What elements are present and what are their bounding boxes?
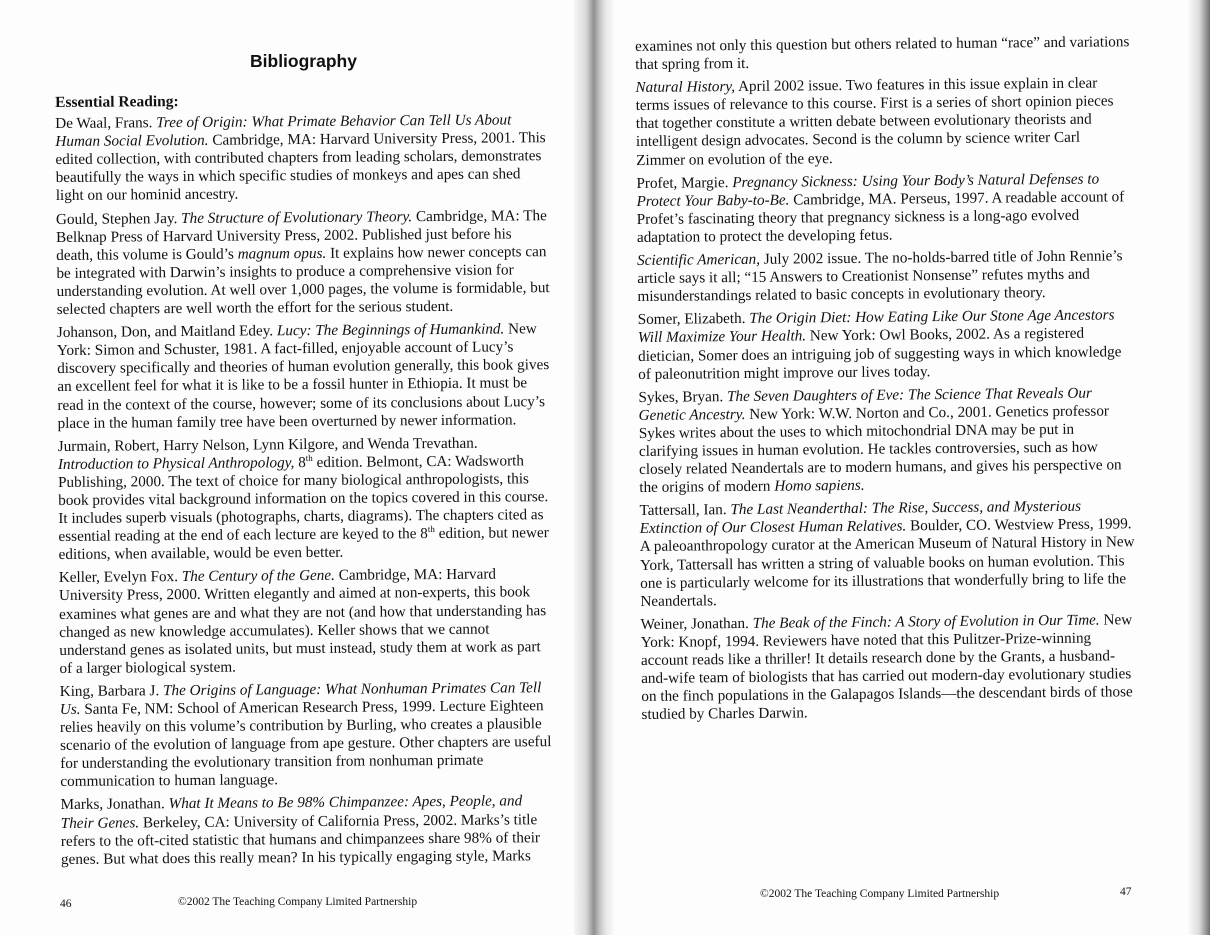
entry-description: edition. Belmont, CA: Wadsworth Publishing, 2000. The text of choice for many biological anthropologists, this book provides vital background information on the topics covered in this course. It includes superb visuals (photographs, charts, diagrams). The chapters cited as essential reading at the end of each lecture are keyed to the bbox=[57, 452, 549, 546]
entry-author: Profet, Margie. bbox=[636, 173, 729, 192]
entry-description: Cambridge, MA: The Belknap Press of Harvard University Press, 2002. Published just before his death, this volume is Gould’s bbox=[56, 206, 547, 264]
entry-description: New York: Owl Books, 2002. As a registered dietician, Somer does an intriguing job of suggesting ways in which knowledge of paleonutrition might improve our lives today. bbox=[637, 325, 1122, 383]
entry-author: Tattersall, Ian. bbox=[639, 501, 727, 520]
page-title: Bibliography bbox=[250, 51, 357, 71]
entry-title: Introduction to Physical Anthropology, bbox=[57, 453, 295, 473]
entry-description: New York: W.W. Norton and Co., 2001. Genetics professor Sykes writes about the uses to which mitochondrial DNA may be put in clarifying issues in human evolution. He tackles controversies, such as how closely related Neandertals are to modern humans, and gives his perspective on the origins of modern bbox=[638, 402, 1122, 497]
entry-title: The Origin Diet: How Eating Like Our Stone Age Ancestors Will Maximize Your Health. bbox=[637, 306, 1115, 347]
entry-title: Scientific American, bbox=[637, 250, 761, 270]
bibliography-entry-somer bbox=[638, 307, 1135, 384]
entry-title: Natural History, bbox=[635, 78, 736, 97]
bibliography-entry-jurmain bbox=[58, 434, 555, 565]
entry-title: The Origins of Language: What Nonhuman Primates Can Tell Us. bbox=[59, 679, 542, 718]
edition-number: 8 bbox=[420, 525, 428, 543]
page-edge-shadow bbox=[1188, 0, 1210, 935]
bibliography-entry-keller bbox=[59, 565, 556, 677]
edition-superscript: th bbox=[305, 452, 313, 463]
entry-description: April 2002 issue. Two features in this issue explain in clear terms issues of relevance to this course. First is a series of short opinion pieces that together constitute a written debate between evolutionary theorists and intelligent design advocates. Second is the column by science writer Carl Zimmer on evolution of the eye. bbox=[635, 74, 1114, 169]
right-column bbox=[635, 33, 1138, 729]
entry-title: The Seven Daughters of Eve: The Science That Reveals Our Genetic Ancestry. bbox=[638, 384, 1092, 424]
entry-italic-phrase: magnum opus. bbox=[237, 244, 327, 263]
entry-title: The Beak of the Finch: A Story of Evolution in Our Time. bbox=[752, 611, 1100, 632]
entry-description: July 2002 issue. The no-holds-barred title of John Rennie’s article says it all; “15 Answers to Creationist Nonsense” refutes myths and misunderstandings related to basic concepts in evolutionary theory. bbox=[637, 247, 1123, 306]
entry-description: Boulder, CO. Westview Press, 1999. A paleoanthropology curator at the American Museum of Natural History in New York, Tattersall has written a string of valuable books on human evolution. This one is particularly welcome for its illustrations that wonderfully bring to life the Neandertals. bbox=[639, 515, 1135, 610]
entry-author: Jurmain, Robert, Harry Nelson, Lynn Kilgore, and Wenda Trevathan. bbox=[57, 434, 478, 455]
entry-author: Sykes, Bryan. bbox=[638, 387, 724, 406]
copyright-footer-left: ©2002 The Teaching Company Limited Partnership bbox=[178, 896, 418, 908]
entry-author: Marks, Jonathan. bbox=[60, 795, 165, 814]
entry-title: What It Means to Be 98% Chimpanzee: Apes, People, and Their Genes. bbox=[60, 792, 523, 832]
entry-continuation: examines not only this question but others related to human “race” and variations that spring from it. bbox=[635, 33, 1130, 74]
bibliography-entry-gould bbox=[56, 207, 553, 319]
entry-author: King, Barbara J. bbox=[59, 682, 160, 700]
bibliography-entry-natural-history bbox=[635, 74, 1132, 169]
entry-italic-phrase: Homo sapiens. bbox=[774, 476, 865, 495]
entry-author: Gould, Stephen Jay. bbox=[55, 209, 178, 228]
bibliography-entry-de-waal bbox=[55, 111, 552, 205]
bibliography-entry-profet bbox=[636, 170, 1133, 247]
bibliography-entry-king bbox=[60, 679, 557, 791]
page-number-left: 46 bbox=[60, 898, 72, 910]
book-gutter-shadow bbox=[574, 0, 614, 935]
entry-author: Weiner, Jonathan. bbox=[640, 614, 749, 633]
entry-author: Johanson, Don, and Maitland Edey. bbox=[56, 322, 274, 342]
bibliography-entry-marks bbox=[61, 793, 558, 869]
entry-title: The Structure of Evolutionary Theory. bbox=[181, 207, 413, 227]
bibliography-entry-tattersall bbox=[639, 497, 1136, 610]
entry-title: Lucy: The Beginnings of Humankind. bbox=[276, 320, 505, 340]
section-heading: Essential Reading: bbox=[55, 93, 179, 111]
page-number-right: 47 bbox=[1120, 886, 1132, 898]
copyright-footer-right: ©2002 The Teaching Company Limited Partnership bbox=[760, 888, 1000, 900]
entry-description-continued: It explains how newer concepts can be integrated with Darwin’s insights to produce a comprehensive vision for understanding evolution. At well over 1,000 pages, the volume is formidable, but selected chapters are well worth the effort for the serious student. bbox=[56, 242, 550, 319]
bibliography-entry-weiner bbox=[641, 611, 1138, 724]
bibliography-entry-johanson bbox=[57, 320, 554, 432]
entry-title: Pregnancy Sickness: Using Your Body’s Natural Defenses to Protect Your Baby-to-Be. bbox=[636, 170, 1100, 210]
edition-superscript: th bbox=[427, 524, 435, 535]
entry-author: Keller, Evelyn Fox. bbox=[58, 568, 179, 587]
entry-title: Tree of Origin: What Primate Behavior Can Tell Us About Human Social Evolution. bbox=[55, 111, 512, 151]
entry-author: Somer, Elizabeth. bbox=[637, 310, 746, 329]
entry-description: New York: Knopf, 1994. Reviewers have noted that this Pulitzer-Prize-winning account reads like a thriller! It details research done by the Grants, a husband-and-wife team of biologists that has carried out modern-day evolutionary studies on the finch populations in the Galapagos Islands—the descendant birds of those studied by Charles Darwin. bbox=[640, 611, 1133, 724]
left-column bbox=[55, 90, 557, 874]
entry-title: The Last Neanderthal: The Rise, Success, and Mysterious Extinction of Our Closest Human Relatives. bbox=[639, 497, 1082, 538]
entry-description: Santa Fe, NM: School of American Research Press, 1999. Lecture Eighteen relies heavily on this volume’s contribution by Burling, who creates a plausible scenario of the evolution of language from ape gesture. Other chapters are useful for understanding the evolutionary transition from nonhuman primate communication to human language. bbox=[59, 697, 552, 791]
bibliography-entry-sykes bbox=[638, 384, 1135, 497]
edition-number: 8 bbox=[298, 453, 306, 471]
entry-title: The Century of the Gene. bbox=[181, 567, 335, 586]
entry-description: Cambridge, MA: Harvard University Press, 2000. Written elegantly and aimed at non-experts, this book examines what genes are and what they are not (and how that understanding has changed as new knowledge accumulates). Keller shows that we cannot understand genes as isolated units, but must instead, study them at work as part of a larger biological system. bbox=[58, 565, 547, 677]
entry-description: Cambridge, MA: Harvard University Press, 2001. This edited collection, with contributed chapters from leading scholars, demonstrates beautifully the ways in which specific studies of monkeys and apes can shed light on our hominid ancestry. bbox=[55, 129, 546, 205]
entry-description-continued: edition, but newer editions, when available, would be even better. bbox=[58, 524, 549, 564]
bibliography-entry-scientific-american bbox=[637, 247, 1133, 306]
entry-description: New York: Simon and Schuster, 1981. A fact-filled, enjoyable account of Lucy’s discovery specifically and theories of human evolution generally, this book gives an excellent feel for what it is like to be a fossil hunter in Ethiopia. It must be read in the context of the course, however; some of its conclusions about Lucy’s place in the human family tree have been overturned by newer information. bbox=[56, 320, 550, 432]
entry-description: Cambridge, MA. Perseus, 1997. A readable account of Profet’s fascinating theory that pregnancy sickness is a long-ago evolved adaptation to protect the developing fetus. bbox=[636, 188, 1125, 246]
entry-description: Berkeley, CA: University of California Press, 2002. Marks’s title refers to the oft-cited statistic that humans and chimpanzees share 98% of their genes. But what does this really mean? In his typically engaging style, Marks bbox=[60, 810, 541, 868]
entry-author: De Waal, Frans. bbox=[55, 114, 153, 133]
